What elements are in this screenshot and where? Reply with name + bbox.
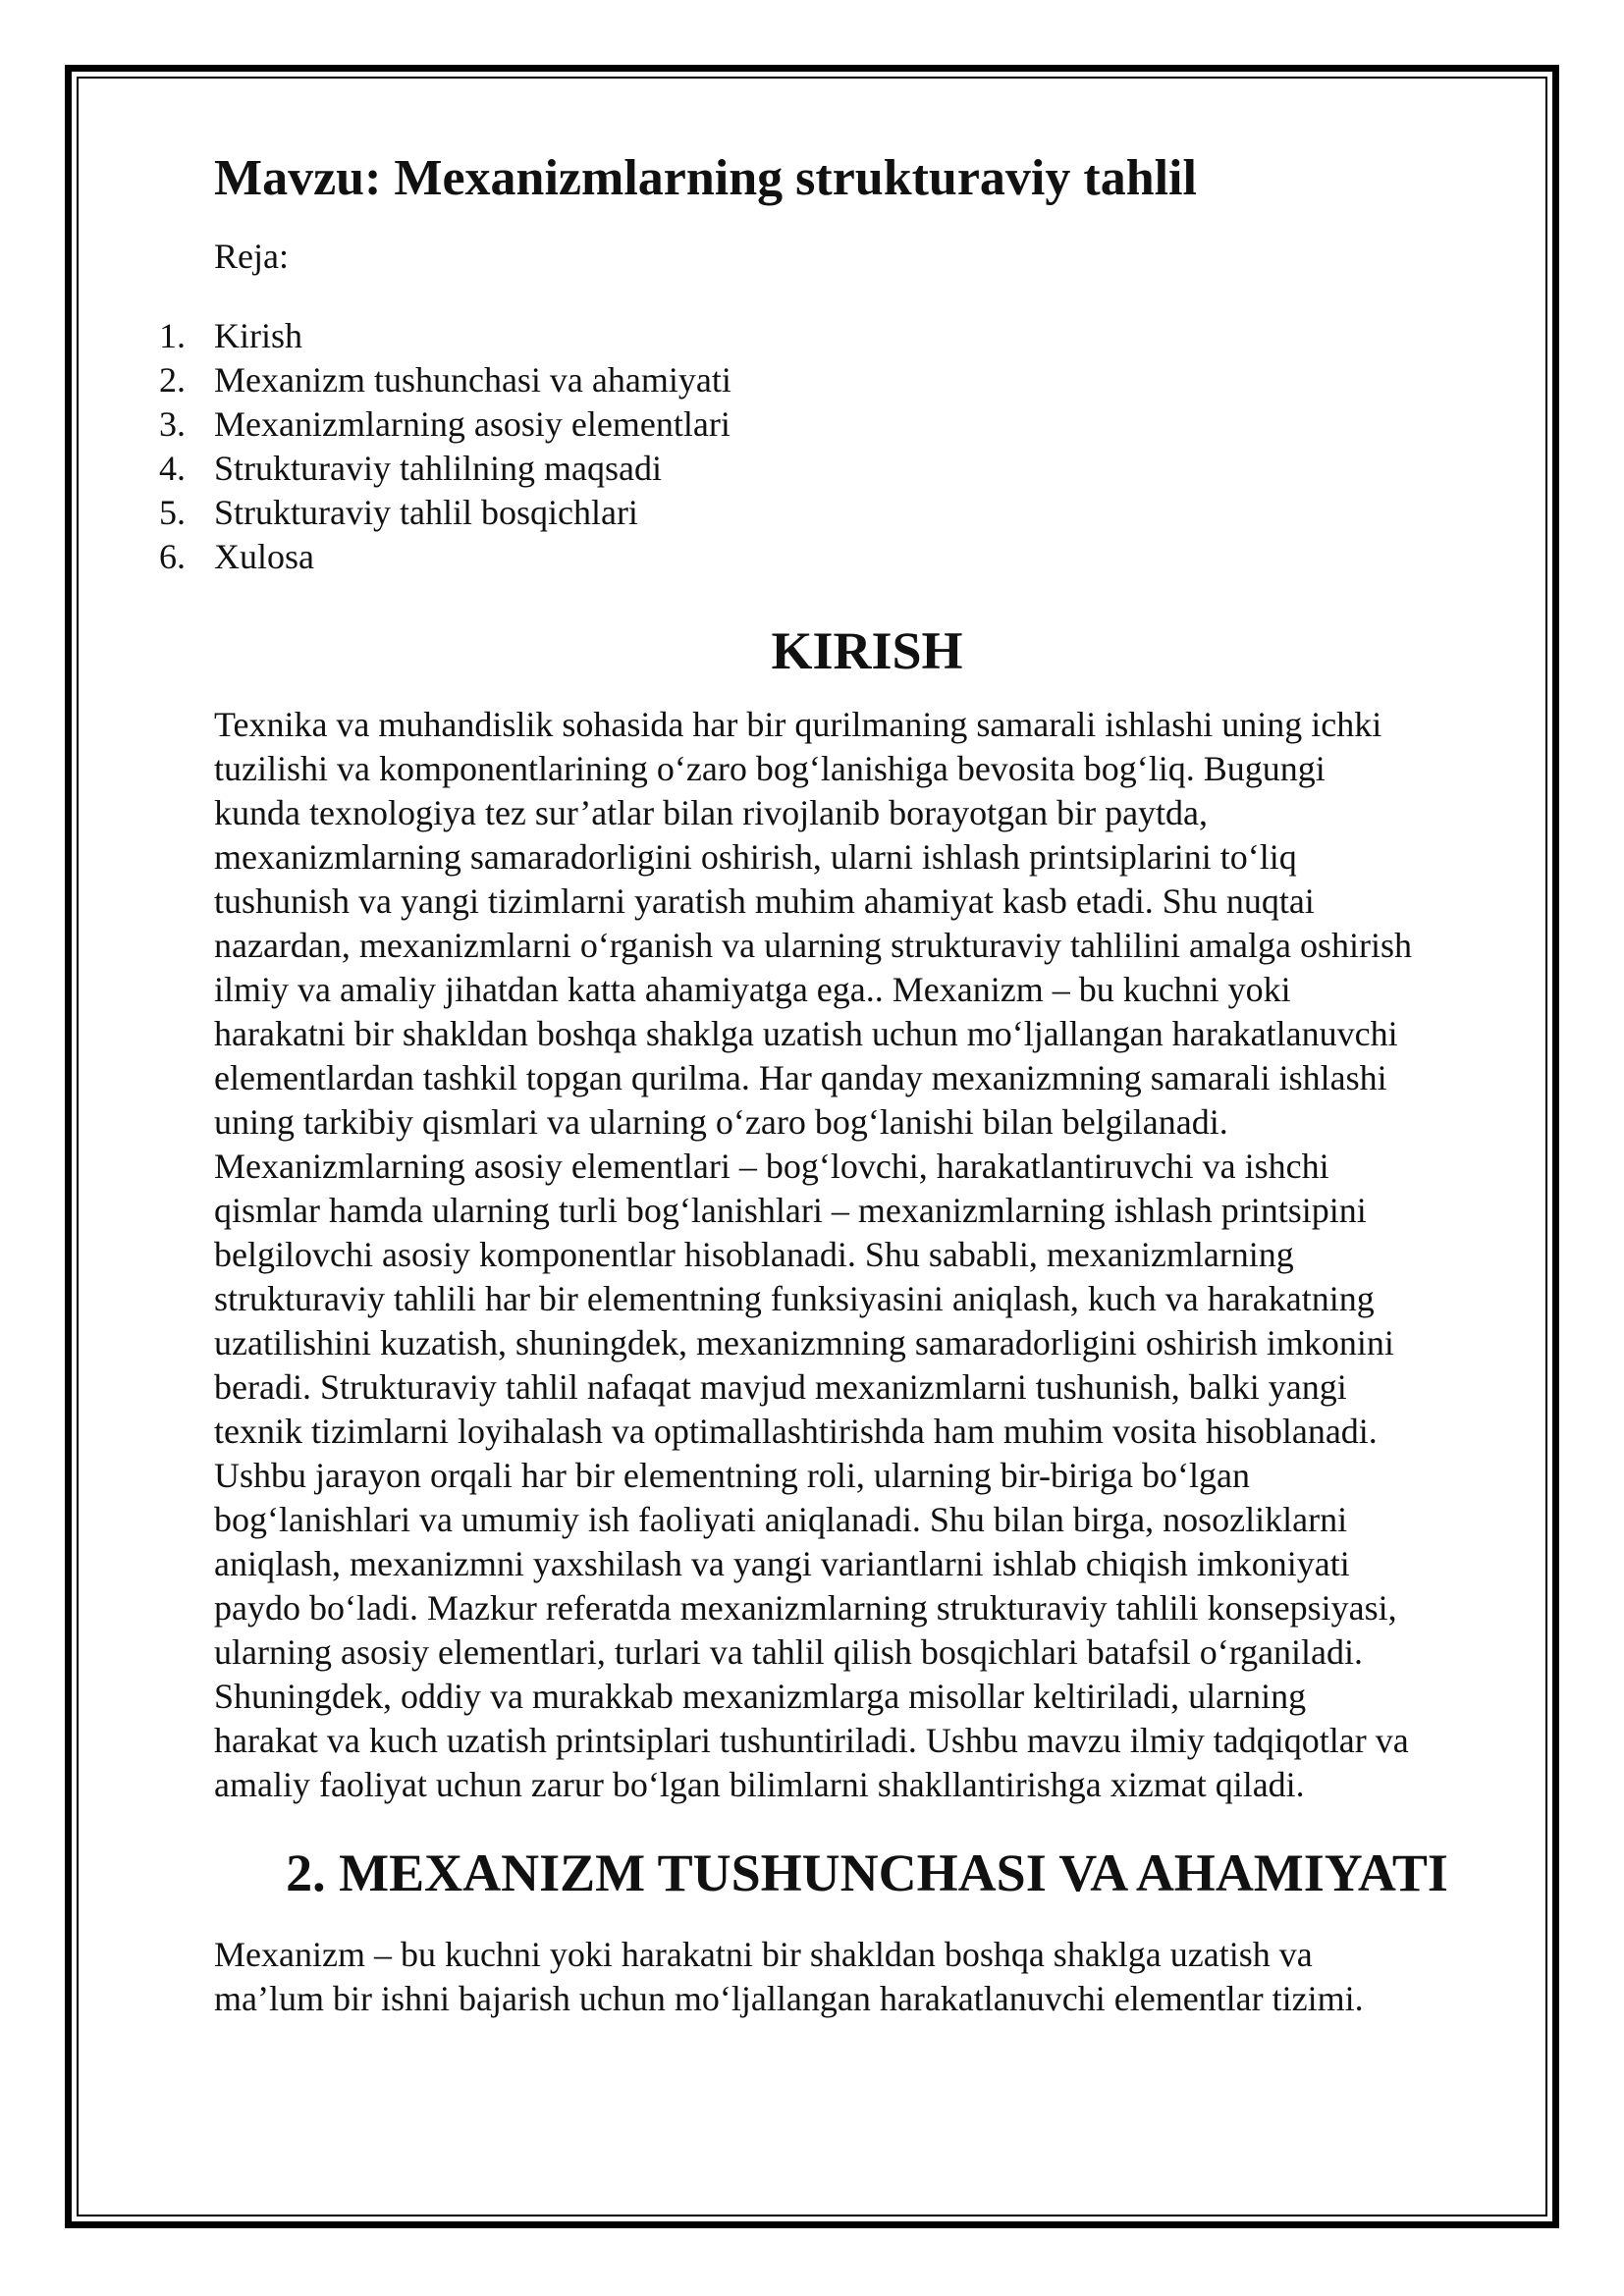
plan-item bbox=[159, 314, 1520, 358]
plan-item bbox=[159, 358, 1520, 402]
text-line: uzatilishini kuzatish, shuningdek, mexanizmning samaradorligini oshirish imkonini bbox=[214, 1323, 1394, 1362]
text-line: bog‘lanishlari va umumiy ish faoliyati aniqlanadi. Shu bilan birga, nosozliklarni bbox=[214, 1500, 1348, 1539]
plan-item-number: 4. bbox=[159, 449, 186, 488]
text-line: beradi. Strukturaviy tahlil nafaqat mavjud mexanizmlarni tushunish, balki yangi bbox=[214, 1367, 1347, 1407]
text-line: Shuningdek, oddiy va murakkab mexanizmlarga misollar keltiriladi, ularning bbox=[214, 1677, 1307, 1716]
text-line: Ushbu jarayon orqali har bir elementning roli, ularning bir-biriga bo‘lgan bbox=[214, 1456, 1250, 1495]
plan-item bbox=[159, 535, 1520, 579]
plan-item bbox=[159, 491, 1520, 535]
plan-item-number: 5. bbox=[159, 493, 186, 532]
text-line: harakat va kuch uzatish printsiplari tushuntiriladi. Ushbu mavzu ilmiy tadqiqotlar va bbox=[214, 1721, 1409, 1760]
text-line: Mexanizmlarning asosiy elementlari – bog‘lovchi, harakatlantiruvchi va ishchi bbox=[214, 1147, 1329, 1186]
plan-item-text: Strukturaviy tahlilning maqsadi bbox=[214, 449, 662, 488]
text-line: elementlardan tashkil topgan qurilma. Har qanday mexanizmning samarali ishlashi bbox=[214, 1058, 1387, 1097]
text-line: tushunish va yangi tizimlarni yaratish muhim ahamiyat kasb etadi. Shu nuqtai bbox=[214, 881, 1315, 921]
document-title: Mavzu: Mexanizmlarning strukturaviy tahlil bbox=[214, 150, 1197, 206]
document-content bbox=[159, 147, 1520, 2021]
text-line: aniqlash, mexanizmni yaxshilash va yangi variantlarni ishlab chiqish imkoniyati bbox=[214, 1544, 1350, 1583]
text-line: Mexanizm – bu kuchni yoki harakatni bir shakldan boshqa shaklga uzatish va bbox=[214, 1935, 1313, 1974]
text-line: texnik tizimlarni loyihalash va optimallashtirishda ham muhim vosita hisoblanadi. bbox=[214, 1412, 1378, 1451]
text-line: amaliy faoliyat uchun zarur bo‘lgan bilimlarni shakllantirishga xizmat qiladi. bbox=[214, 1765, 1305, 1804]
plan-item-text: Xulosa bbox=[214, 537, 314, 576]
plan-item-number: 1. bbox=[159, 316, 186, 355]
plan-list bbox=[159, 314, 1520, 579]
text-line: strukturaviy tahlili har bir elementning funksiyasini aniqlash, kuch va harakatning bbox=[214, 1279, 1375, 1318]
text-line: mexanizmlarning samaradorligini oshirish, ularni ishlash printsiplarini to‘liq bbox=[214, 837, 1297, 877]
section-body-mexanizm-tushunchasi bbox=[214, 1933, 1520, 2021]
section-body-kirish bbox=[214, 703, 1520, 1807]
plan-item bbox=[159, 402, 1520, 447]
text-line: paydo bo‘ladi. Mazkur referatda mexanizmlarning strukturaviy tahlili konsepsiyasi, bbox=[214, 1588, 1397, 1628]
text-line: Texnika va muhandislik sohasida har bir qurilmaning samarali ishlashi uning ichki bbox=[214, 705, 1382, 744]
plan-item bbox=[159, 447, 1520, 491]
text-line: tuzilishi va komponentlarining o‘zaro bog‘lanishiga bevosita bog‘liq. Bugungi bbox=[214, 749, 1326, 788]
text-line: ilmiy va amaliy jihatdan katta ahamiyatga ega.. Mexanizm – bu kuchni yoki bbox=[214, 970, 1291, 1009]
text-line: qismlar hamda ularning turli bog‘lanishlari – mexanizmlarning ishlash printsipini bbox=[214, 1191, 1367, 1230]
text-line: kunda texnologiya tez sur’atlar bilan rivojlanib borayotgan bir paytda, bbox=[214, 793, 1209, 832]
plan-item-number: 3. bbox=[159, 404, 186, 444]
text-line: belgilovchi asosiy komponentlar hisoblanadi. Shu sababli, mexanizmlarning bbox=[214, 1235, 1294, 1274]
text-line: ma’lum bir ishni bajarish uchun mo‘ljallangan harakatlanuvchi elementlar tizimi. bbox=[214, 1979, 1364, 2018]
plan-item-number: 6. bbox=[159, 537, 186, 576]
section-heading-mexanizm-tushunchasi: 2. MEXANIZM TUSHUNCHASI VA AHAMIYATI bbox=[286, 1843, 1448, 1902]
plan-item-text: Kirish bbox=[214, 316, 302, 355]
plan-item-number: 2. bbox=[159, 360, 186, 400]
plan-item-text: Strukturaviy tahlil bosqichlari bbox=[214, 493, 638, 532]
section-heading-kirish: KIRISH bbox=[771, 621, 963, 680]
text-line: harakatni bir shakldan boshqa shaklga uzatish uchun mo‘ljallangan harakatlanuvchi bbox=[214, 1014, 1398, 1053]
text-line: uning tarkibiy qismlari va ularning o‘zaro bog‘lanishi bilan belgilanadi. bbox=[214, 1102, 1228, 1142]
plan-label: Reja: bbox=[214, 237, 289, 276]
plan-item-text: Mexanizm tushunchasi va ahamiyati bbox=[214, 360, 731, 400]
plan-item-text: Mexanizmlarning asosiy elementlari bbox=[214, 404, 731, 444]
text-line: nazardan, mexanizmlarni o‘rganish va ularning strukturaviy tahlilini amalga oshirish bbox=[214, 926, 1412, 965]
text-line: ularning asosiy elementlari, turlari va tahlil qilish bosqichlari batafsil o‘rganiladi. bbox=[214, 1632, 1364, 1672]
